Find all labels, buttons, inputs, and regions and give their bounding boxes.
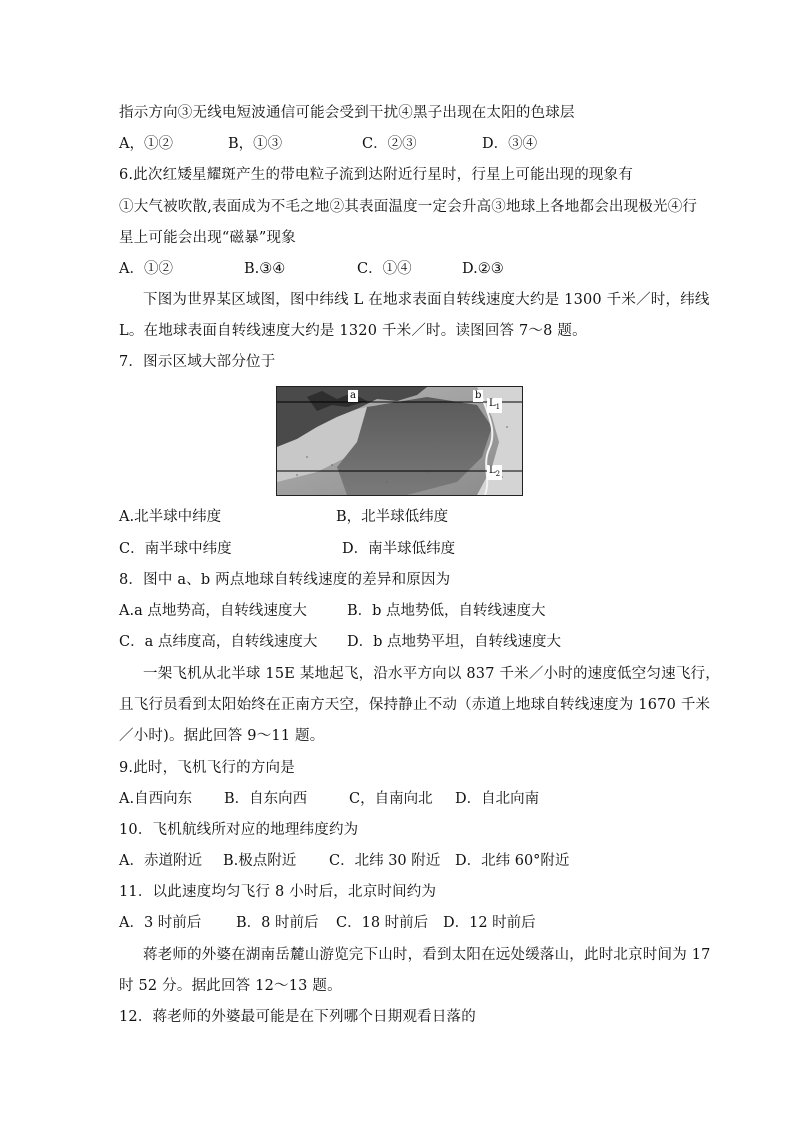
intro-7-8-line-2: L。在地球表面自转线速度大约是 1320 千米／时。读图回答 7～8 题。	[119, 323, 587, 339]
latitude-l1-label	[487, 398, 502, 413]
q8-option-d: D．b 点地势平坦，自转线速度大	[347, 634, 562, 650]
q5-option-d: D．③④	[482, 136, 538, 152]
q10-option-b: B.极点附近	[223, 853, 297, 869]
q7-option-a: A.北半球中纬度	[119, 509, 222, 525]
q7-option-c: C．南半球中纬度	[119, 541, 232, 557]
q12-stem: 12．蒋老师的外婆最可能是在下列哪个日期观看日落的	[119, 1009, 476, 1025]
q11-option-b: B．8 时前后	[236, 915, 319, 931]
intro-12-13-line-1: 蒋老师的外婆在湖南岳麓山游览完下山时，看到太阳在远处缓落山，此时北京时间为 17	[143, 947, 711, 963]
q8-option-a: A.a 点地势高，自转线速度大	[119, 603, 307, 619]
q8-stem: 8．图中 a、b 两点地球自转线速度的差异和原因为	[119, 572, 451, 588]
q11-stem: 11．以此速度均匀飞行 8 小时后，北京时间约为	[119, 884, 437, 900]
q7-option-d: D．南半球低纬度	[342, 541, 456, 557]
point-b-label: b	[475, 390, 482, 401]
q6-option-a: A．①②	[119, 261, 173, 277]
point-a-label: a	[350, 390, 356, 401]
intro-9-11-line-1: 一架飞机从北半球 15E 某地起飞，沿水平方向以 837 千米／小时的速度低空匀速飞行，	[143, 666, 720, 682]
intro-9-11-line-2: 且飞行员看到太阳始终在正南方天空，保持静止不动（赤道上地球自转线速度为 1670 千米	[119, 697, 711, 713]
q5-option-c: C．②③	[362, 136, 417, 152]
region-map-image	[277, 387, 522, 495]
q10-option-d: D．北纬 60°附近	[455, 853, 570, 869]
region-map-figure	[276, 386, 523, 496]
q6-statement-2: 星上可能会出现“磁暴”现象	[119, 230, 296, 246]
q10-stem: 10．飞机航线所对应的地理纬度约为	[119, 822, 359, 838]
latitude-l2-label	[487, 465, 502, 480]
q11-option-a: A．3 时前后	[119, 915, 202, 931]
q9-option-a: A.自西向东	[119, 791, 193, 807]
q5-option-b: B，①③	[228, 136, 283, 152]
q9-stem: 9.此时，飞机飞行的方向是	[119, 760, 295, 776]
q10-option-a: A．赤道附近	[119, 853, 202, 869]
q7-stem: 7．图示区域大部分位于	[119, 354, 276, 370]
latitude-l2-subscript: 2	[495, 470, 501, 478]
q9-option-b: B．自东向西	[224, 791, 308, 807]
q7-option-b: B，北半球低纬度	[336, 509, 449, 525]
intro-12-13-line-2: 时 52 分。据此回答 12～13 题。	[119, 978, 342, 994]
q5-statement-tail: 指示方向③无线电短波通信可能会受到干扰④黑子出现在太阳的色球层	[119, 105, 575, 121]
latitude-l2-letter: L	[489, 465, 496, 476]
q6-option-c: C．①④	[357, 261, 412, 277]
intro-7-8-line-1: 下图为世界某区域图，图中纬线 L 在地求表面自转线速度大约是 1300 千米／时，纬线	[143, 292, 710, 308]
q9-option-d: D．自北向南	[455, 791, 540, 807]
q6-stem: 6.此次红矮星耀斑产生的带电粒子流到达附近行星时，行星上可能出现的现象有	[119, 167, 634, 183]
q8-option-c: C．a 点纬度高，自转线速度大	[119, 634, 318, 650]
q9-option-c: C，自南向北	[349, 791, 433, 807]
q8-option-b: B．b 点地势低，自转线速度大	[347, 603, 546, 619]
q10-option-c: C．北纬 30 附近	[329, 853, 441, 869]
q11-option-d: D．12 时前后	[443, 915, 536, 931]
latitude-l1-letter: L	[489, 398, 496, 409]
q6-statement-1: ①大气被吹散,表面成为不毛之地②其表面温度一定会升高③地球上各地都会出现极光④行	[119, 199, 698, 215]
q5-option-a: A，①②	[119, 136, 173, 152]
latitude-l1-subscript: 1	[495, 403, 501, 411]
q6-option-d: D.②③	[462, 261, 504, 277]
q11-option-c: C．18 时前后	[336, 915, 429, 931]
q6-option-b: B.③④	[244, 261, 286, 277]
intro-9-11-line-3: ／小时)。据此回答 9～11 题。	[119, 728, 325, 744]
